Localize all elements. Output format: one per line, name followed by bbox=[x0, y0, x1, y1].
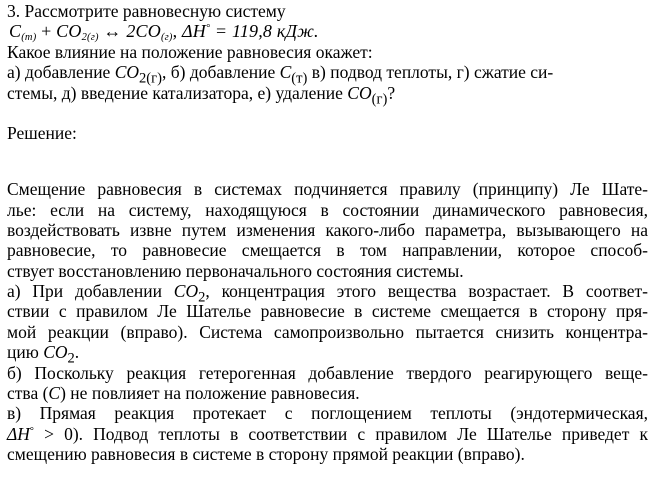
eq-carbon: C bbox=[9, 21, 22, 42]
task-options-line-1 bbox=[7, 62, 648, 87]
task-title-text: 3. Рассмотрите равновесную систему bbox=[7, 1, 286, 21]
eq-value: = 119,8 кДж. bbox=[210, 21, 319, 42]
answer-c-line-2 bbox=[7, 424, 648, 444]
answer-b-post: ) не повлияет на положение равновесия. bbox=[60, 383, 360, 404]
reaction-equation bbox=[7, 21, 648, 44]
answer-b-line-2 bbox=[7, 383, 648, 403]
options-end: ? bbox=[387, 82, 396, 103]
principle-line-5: ствует восстановлению первоначального состояния системы. bbox=[7, 260, 464, 281]
principle-line-2: лье: если на систему, находящуюся в состоянии динамического равновесия, bbox=[7, 199, 648, 220]
answer-c-line-1: в) Прямая реакция протекает с поглощением теплоты (эндотермическая, bbox=[7, 403, 648, 424]
principle-line-4: равновесие, то равновесие смещается в том направлении, которое способ- bbox=[7, 240, 648, 261]
solution-heading bbox=[7, 123, 648, 143]
answer-c-degree: ° bbox=[29, 425, 34, 437]
eq-product-state: (г) bbox=[160, 32, 173, 44]
eq-co2: CO bbox=[56, 21, 82, 42]
answer-a-l4-sub: 2 bbox=[67, 350, 75, 367]
answer-a-sub: 2 bbox=[198, 289, 206, 306]
task-question bbox=[7, 42, 648, 62]
answer-c-delta-h: ΔH bbox=[7, 423, 30, 444]
option-a-text: а) добавление bbox=[7, 62, 115, 83]
answer-a-line-1 bbox=[7, 281, 648, 306]
option-b-sub: (т) bbox=[291, 70, 308, 87]
answer-a-line-3: мой реакции (вправо). Система самопроизвольно пытается снизить концентра- bbox=[7, 321, 648, 342]
document-page bbox=[7, 1, 648, 465]
option-a-sub: 2(г) bbox=[139, 70, 162, 87]
eq-plus: + bbox=[36, 21, 57, 42]
answer-c-post: ). Подвод теплоты в соответствии с правилом Ле Шателье приведет к bbox=[72, 423, 648, 444]
principle-line-1: Смещение равновесия в системах подчиняется правилу (принципу) Ле Шате- bbox=[7, 179, 648, 200]
eq-arrow: ↔ bbox=[98, 21, 127, 42]
eq-co2-state: 2(г) bbox=[81, 32, 99, 44]
answer-a-line-2: ствии с правилом Ле Шателье равновесие в системе смещается в сторону пря- bbox=[7, 301, 648, 322]
eq-carbon-state: (т) bbox=[21, 32, 37, 44]
options-rest: в) подвод теплоты, г) сжатие си- bbox=[307, 62, 554, 83]
task-question-text: Какое влияние на положение равновесия окажет: bbox=[7, 41, 373, 62]
answer-a-l4-pre: цию bbox=[7, 342, 44, 363]
task-title bbox=[7, 1, 648, 21]
answer-b-line-1: б) Поскольку реакция гетерогенная добавление твердого реагирующего веще- bbox=[7, 362, 648, 383]
answer-c-gt-zero: > 0 bbox=[33, 423, 73, 444]
principle-line-3: воздействовать извне путем изменения какого-либо параметра, вызывающего на bbox=[7, 219, 648, 240]
options-line-2-text: стемы, д) введение катализатора, е) удаление bbox=[7, 82, 348, 103]
eq-product: 2CO bbox=[126, 21, 161, 42]
eq-delta-h: ΔH bbox=[182, 21, 207, 42]
answer-c-line-3: смещению равновесия в системе в сторону прямой реакции (вправо). bbox=[7, 444, 525, 465]
answer-a-line-4 bbox=[7, 342, 648, 367]
option-b-formula: C bbox=[279, 62, 292, 83]
answer-a-post: , концентрация этого вещества возрастает. В соответ- bbox=[205, 281, 648, 302]
option-e-sub: (г) bbox=[371, 91, 388, 108]
answer-a-formula: CO bbox=[173, 281, 199, 302]
eq-comma: , bbox=[172, 21, 183, 42]
solution-heading-text: Решение: bbox=[7, 123, 77, 144]
option-b-text: , б) добавление bbox=[162, 62, 280, 83]
eq-degree: ° bbox=[206, 23, 211, 35]
answer-b-pre: ства ( bbox=[7, 383, 49, 404]
answer-a-pre: а) При добавлении bbox=[7, 281, 174, 302]
option-e-formula: CO bbox=[347, 82, 372, 103]
answer-a-l4-formula: CO bbox=[43, 342, 68, 363]
task-options-line-2 bbox=[7, 82, 648, 108]
answer-a-l4-post: . bbox=[74, 342, 80, 363]
answer-b-formula: C bbox=[48, 383, 61, 404]
option-a-formula: CO bbox=[114, 62, 140, 83]
